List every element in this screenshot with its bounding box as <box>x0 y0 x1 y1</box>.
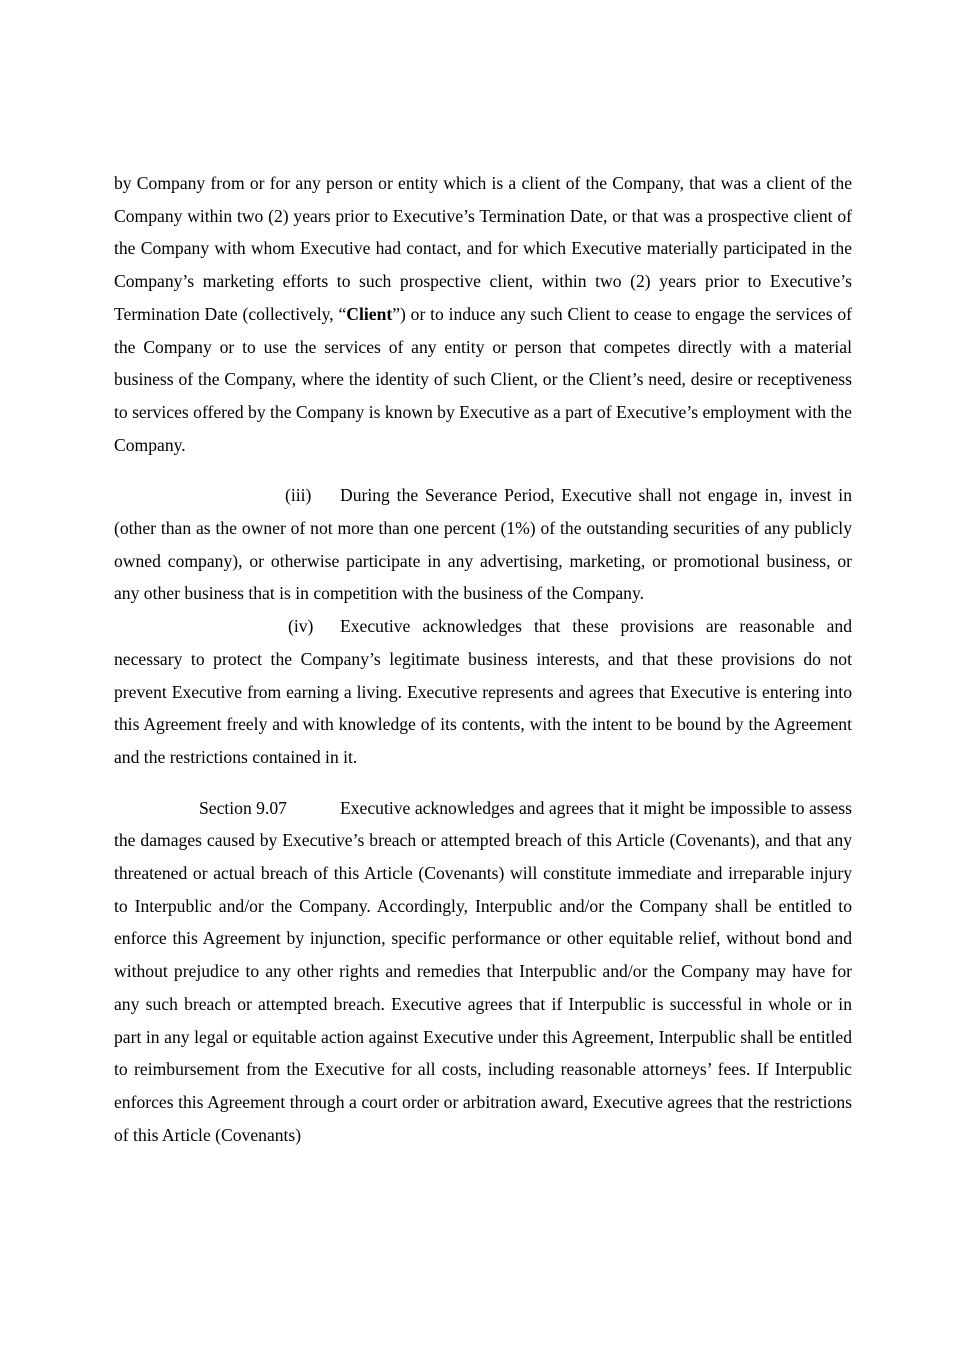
document-body <box>114 167 852 1151</box>
clause-iv-label: (iv) <box>288 616 314 637</box>
client-paragraph-text-after: ”) or to induce any such Client to cease to engage the services of the Company or to use the services of any entity or person that competes directly with a material business of the Company, where the identity of such Client, or the Client’s need, desire or receptiveness to services offered by the Company is known by Executive as a part of Executive’s employment with the Company. <box>114 303 852 455</box>
section-9-07-text: Executive acknowledges and agrees that it might be impossible to assess the damages caused by Executive’s breach or attempted breach of this Article (Covenants), and that any threatened or actual breach of this Article (Covenants) will constitute immediate and irreparable injury to Interpublic and/or the Company. Accordingly, Interpublic and/or the Company shall be entitled to enforce this Agreement by injunction, specific performance or other equitable relief, without bond and without prejudice to any other rights and remedies that Interpublic and/or the Company may have for any such breach or attempted breach. Executive agrees that if Interpublic is successful in whole or in part in any legal or equitable action against Executive under this Agreement, Interpublic shall be entitled to reimbursement from the Executive for all costs, including reasonable attorneys’ fees. If Interpublic enforces this Agreement through a court order or arbitration award, Executive agrees that the restrictions of this Article (Covenants) <box>114 797 852 1145</box>
client-defined-term: Client <box>346 303 393 324</box>
clause-iv-text: Executive acknowledges that these provisions are reasonable and necessary to protect the Company’s legitimate business interests, and that these provisions do not prevent Executive from earning a living. Executive represents and agrees that Executive is entering into this Agreement freely and with knowledge of its contents, with the intent to be bound by the Agreement and the restrictions contained in it. <box>114 616 852 767</box>
section-9-07-label: Section 9.07 <box>199 797 287 818</box>
clause-iv-paragraph <box>114 610 852 774</box>
clause-iii-paragraph <box>114 479 852 610</box>
client-paragraph-text-before: by Company from or for any person or entity which is a client of the Company, that was a client of the Company within two (2) years prior to Executive’s Termination Date, or that was a prospective client of the Company with whom Executive had contact, and for which Executive materially participated in the Company’s marketing efforts to such prospective client, within two (2) years prior to Executive’s Termination Date (collectively, “ <box>114 173 852 324</box>
section-9-07-paragraph <box>114 792 852 1152</box>
clause-iii-label: (iii) <box>285 485 312 506</box>
client-solicitation-paragraph <box>114 167 852 461</box>
clause-iii-text: During the Severance Period, Executive shall not engage in, invest in (other than as the owner of not more than one percent (1%) of the outstanding securities of any publicly owned company), or otherwise participate in any advertising, marketing, or promotional business, or any other business that is in competition with the business of the Company. <box>114 485 852 604</box>
